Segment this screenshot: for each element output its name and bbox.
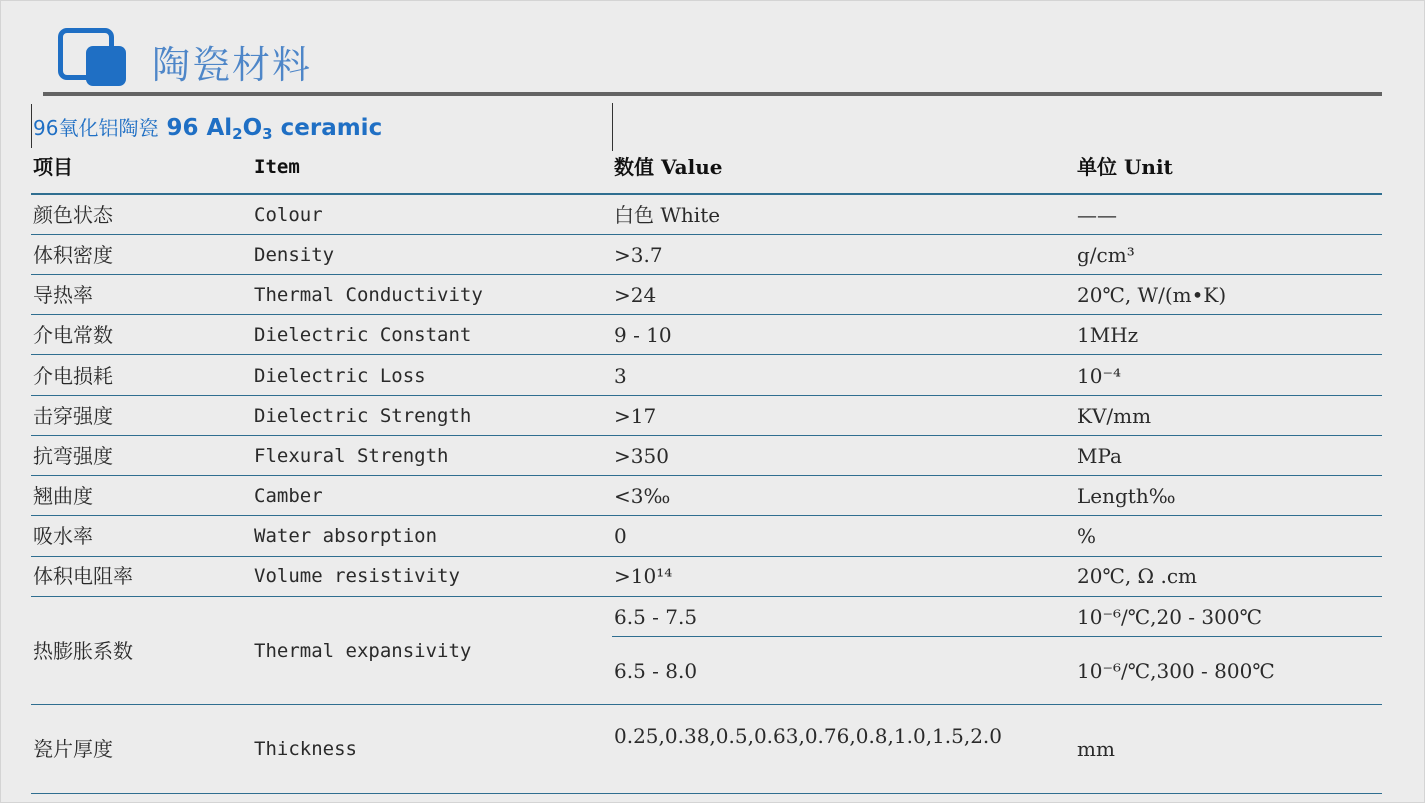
row-divider [31, 314, 1382, 315]
row-value: 6.5 - 7.5 [614, 605, 698, 629]
row-unit: % [1077, 524, 1097, 548]
row-divider [31, 354, 1382, 355]
row-unit: KV/mm [1077, 404, 1152, 428]
header-rule-line [31, 193, 1382, 195]
row-divider [31, 435, 1382, 436]
row-value: >24 [614, 283, 657, 307]
row-item-en: Water absorption [254, 525, 438, 547]
row-item-en: Colour [254, 204, 323, 226]
row-unit: mm [1077, 737, 1115, 761]
row-unit: 1MHz [1077, 323, 1139, 347]
row-unit: 20℃, Ω .cm [1077, 564, 1197, 588]
row-item-en: Thermal Conductivity [254, 284, 483, 306]
row-value: 0 [614, 524, 627, 548]
row-item-cn: 翘曲度 [33, 484, 93, 508]
row-unit: MPa [1077, 444, 1122, 468]
row-item-en: Thickness [254, 738, 357, 760]
subtitle-sub-2: 3 [262, 125, 273, 143]
row-item-cn: 介电损耗 [33, 364, 113, 388]
subtitle-sub-1: 2 [232, 125, 243, 143]
row-unit: 10⁻⁶/℃,300 - 800℃ [1077, 659, 1275, 683]
row-unit: —— [1077, 203, 1117, 227]
row-item-cn: 体积密度 [33, 243, 113, 267]
row-item-cn: 吸水率 [33, 524, 93, 548]
row-subdivider [612, 636, 1382, 637]
row-divider [31, 793, 1382, 794]
row-item-cn: 颜色状态 [33, 203, 113, 227]
row-value: 6.5 - 8.0 [614, 659, 698, 683]
row-value: 3 [614, 364, 627, 388]
row-item-en: Camber [254, 485, 323, 507]
row-value: 0.25,0.38,0.5,0.63,0.76,0.8,1.0,1.5,2.0 [614, 724, 1003, 748]
row-item-en: Dielectric Loss [254, 365, 426, 387]
row-item-cn: 抗弯强度 [33, 444, 113, 468]
row-item-en: Dielectric Constant [254, 324, 472, 346]
material-subtitle [33, 112, 382, 143]
subtitle-en-prefix: 96 Al [166, 115, 233, 141]
row-item-en: Dielectric Strength [254, 405, 472, 427]
column-header-value: 数值 Value [614, 155, 723, 179]
row-value: >17 [614, 404, 657, 428]
row-divider [31, 475, 1382, 476]
row-item-cn: 介电常数 [33, 323, 113, 347]
page-title: 陶瓷材料 [152, 43, 313, 87]
row-divider [31, 395, 1382, 396]
row-divider [31, 515, 1382, 516]
brand-logo-icon [58, 28, 126, 86]
row-unit: 10⁻⁶/℃,20 - 300℃ [1077, 605, 1262, 629]
row-value: <3‰ [614, 484, 671, 508]
subtitle-cn: 96氧化铝陶瓷 [33, 116, 159, 140]
subtitle-en-suffix: ceramic [272, 115, 383, 141]
subtitle-right-border [612, 103, 613, 151]
column-header-unit: 单位 Unit [1077, 155, 1173, 179]
row-divider [31, 234, 1382, 235]
row-value: >3.7 [614, 243, 663, 267]
column-header-item-cn: 项目 [33, 155, 73, 179]
row-unit: 10⁻⁴ [1077, 364, 1122, 388]
row-item-en: Thermal expansivity [254, 640, 472, 662]
row-divider [31, 596, 1382, 597]
row-divider [31, 704, 1382, 705]
row-item-cn: 导热率 [33, 283, 93, 307]
row-item-en: Density [254, 244, 335, 266]
row-item-cn: 击穿强度 [33, 404, 113, 428]
logo-front-square [86, 46, 126, 86]
row-value: >350 [614, 444, 669, 468]
row-item-cn: 瓷片厚度 [33, 737, 113, 761]
header-divider [43, 92, 1382, 96]
row-item-en: Volume resistivity [254, 565, 460, 587]
row-divider [31, 556, 1382, 557]
row-unit: Length‰ [1077, 484, 1176, 508]
row-value: 9 - 10 [614, 323, 672, 347]
row-item-cn: 体积电阻率 [33, 564, 133, 588]
row-value: >10¹⁴ [614, 564, 673, 588]
column-header-item-en: Item [254, 156, 300, 178]
subtitle-mid: O [242, 115, 263, 141]
row-item-cn: 热膨胀系数 [33, 639, 133, 663]
row-unit: 20℃, W/(m•K) [1077, 283, 1227, 307]
row-divider [31, 274, 1382, 275]
subtitle-left-border [31, 104, 32, 148]
row-value: 白色 White [614, 203, 721, 227]
row-unit: g/cm³ [1077, 243, 1135, 267]
row-item-en: Flexural Strength [254, 445, 449, 467]
